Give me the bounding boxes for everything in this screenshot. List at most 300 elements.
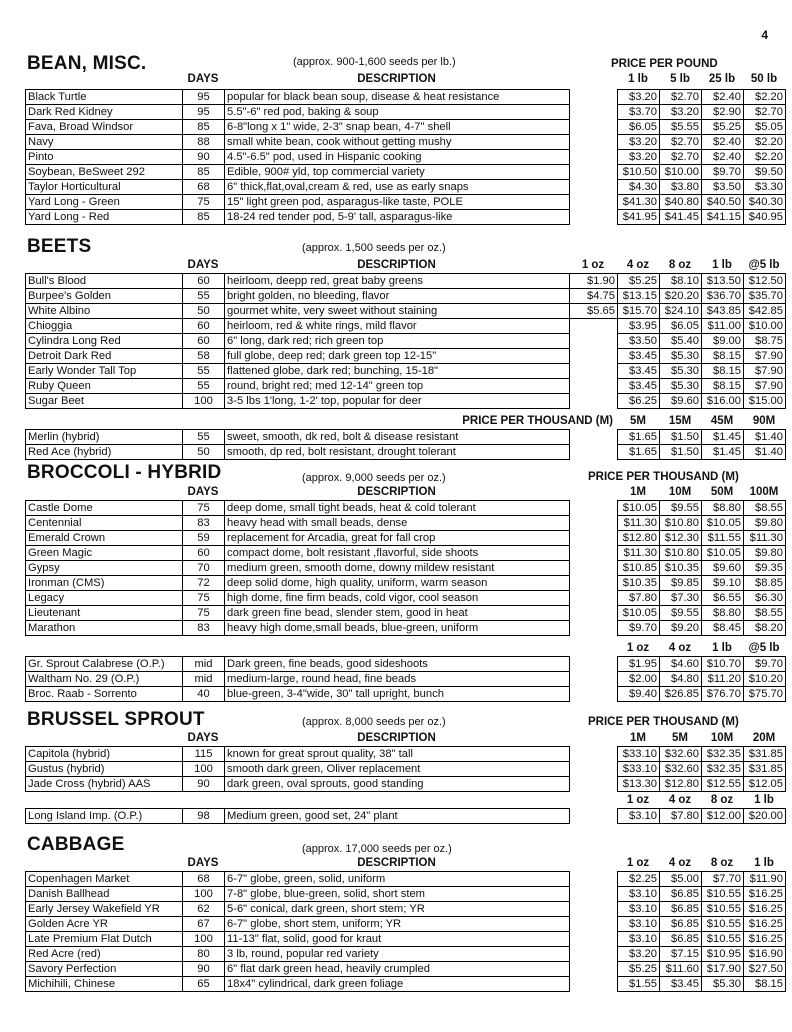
- days-to-maturity: 83: [183, 516, 225, 531]
- empty-cell: [570, 621, 618, 636]
- variety-name: Yard Long - Red: [26, 210, 183, 225]
- price-cell: $16.00: [702, 394, 744, 409]
- variety-description: deep solid dome, high quality, uniform, warm season: [225, 576, 570, 591]
- variety-name: Gr. Sprout Calabrese (O.P.): [26, 657, 183, 672]
- price-1oz: $1.90: [570, 274, 618, 289]
- empty-cell: [570, 210, 618, 225]
- days-to-maturity: mid: [183, 657, 225, 672]
- variety-description: 3-5 lbs 1'long, 1-2' top, popular for deer: [225, 394, 570, 409]
- variety-description: 18x4" cylindrical, dark green foliage: [225, 977, 570, 992]
- variety-description: sweet, smooth, dk red, bolt & disease resistant: [225, 430, 570, 445]
- price-cell: $3.45: [618, 349, 660, 364]
- price-cell: $11.30: [618, 516, 660, 531]
- price-cell: $33.10: [618, 762, 660, 777]
- empty-cell: [570, 687, 618, 702]
- variety-description: smooth dark green, Oliver replacement: [225, 762, 570, 777]
- price-cell: $5.00: [660, 872, 702, 887]
- variety-name: Yard Long - Green: [26, 195, 183, 210]
- variety-name: Ironman (CMS): [26, 576, 183, 591]
- variety-description: flattened globe, dark red; bunching, 15-18": [225, 364, 570, 379]
- price-cell: $5.30: [660, 364, 702, 379]
- empty-cell: [570, 657, 618, 672]
- variety-name: Soybean, BeSweet 292: [26, 165, 183, 180]
- days-header: DAYS: [187, 857, 219, 869]
- table-row: [26, 120, 786, 135]
- days-to-maturity: 85: [183, 120, 225, 135]
- days-to-maturity: 75: [183, 501, 225, 516]
- price-cell: $10.80: [660, 516, 702, 531]
- price-cell: $6.85: [660, 902, 702, 917]
- days-to-maturity: 85: [183, 210, 225, 225]
- price-header: 1 oz: [626, 857, 650, 869]
- empty-cell: [570, 364, 618, 379]
- price-cell: $11.55: [702, 531, 744, 546]
- variety-name: Jade Cross (hybrid) AAS: [26, 777, 183, 792]
- price-cell: $3.10: [618, 917, 660, 932]
- price-cell: $16.25: [744, 932, 786, 947]
- price-cell: $3.10: [618, 932, 660, 947]
- price-cell: $20.00: [744, 809, 786, 824]
- sub-price-title: PRICE PER THOUSAND (M): [462, 415, 613, 427]
- table-row: [26, 195, 786, 210]
- sub-price-header: 1 lb: [712, 642, 732, 654]
- price-table: [25, 89, 786, 225]
- variety-name: Red Ace (hybrid): [26, 445, 183, 460]
- price-cell: $6.85: [660, 932, 702, 947]
- variety-description: 11-13" flat, solid, good for kraut: [225, 932, 570, 947]
- price-cell: $8.85: [744, 576, 786, 591]
- table-row: [26, 762, 786, 777]
- price-unit-title: PRICE PER POUND: [611, 58, 718, 70]
- variety-name: Gypsy: [26, 561, 183, 576]
- days-to-maturity: 75: [183, 606, 225, 621]
- price-cell: $5.30: [660, 349, 702, 364]
- variety-description: Edible, 900# yld, top commercial variety: [225, 165, 570, 180]
- price-cell: $32.35: [702, 762, 744, 777]
- price-cell: $2.20: [744, 135, 786, 150]
- price-cell: $10.35: [618, 576, 660, 591]
- price-cell: $16.25: [744, 917, 786, 932]
- price-cell: $9.20: [660, 621, 702, 636]
- variety-description: high dome, fine firm beads, cold vigor, cool season: [225, 591, 570, 606]
- price-cell: $3.45: [618, 364, 660, 379]
- variety-description: 18-24 red tender pod, 5-9' tall, asparagus-like: [225, 210, 570, 225]
- price-cell: $3.20: [660, 105, 702, 120]
- days-header: DAYS: [187, 259, 219, 271]
- price-cell: $1.55: [618, 977, 660, 992]
- price-cell: $10.55: [702, 932, 744, 947]
- days-to-maturity: 60: [183, 319, 225, 334]
- days-to-maturity: 90: [183, 150, 225, 165]
- price-cell: $7.30: [660, 591, 702, 606]
- table-row: [26, 210, 786, 225]
- variety-description: 6-7" globe, short stem, uniform; YR: [225, 917, 570, 932]
- variety-name: Taylor Horticultural: [26, 180, 183, 195]
- price-cell: $3.50: [702, 180, 744, 195]
- price-cell: $9.60: [660, 394, 702, 409]
- table-row: [26, 105, 786, 120]
- price-header: 50M: [710, 486, 734, 498]
- variety-name: Green Magic: [26, 546, 183, 561]
- variety-name: Copenhagen Market: [26, 872, 183, 887]
- empty-cell: [570, 777, 618, 792]
- price-cell: $9.10: [702, 576, 744, 591]
- price-cell: $8.80: [702, 501, 744, 516]
- price-cell: $8.15: [702, 364, 744, 379]
- variety-description: 6-8"long x 1" wide, 2-3" snap bean, 4-7" shell: [225, 120, 570, 135]
- variety-name: Danish Ballhead: [26, 887, 183, 902]
- price-cell: $7.15: [660, 947, 702, 962]
- empty-cell: [570, 150, 618, 165]
- table-row: [26, 334, 786, 349]
- empty-cell: [570, 394, 618, 409]
- table-row: [26, 349, 786, 364]
- empty-cell: [570, 546, 618, 561]
- empty-cell: [570, 501, 618, 516]
- price-cell: $9.35: [744, 561, 786, 576]
- variety-name: Waltham No. 29 (O.P.): [26, 672, 183, 687]
- empty-cell: [570, 762, 618, 777]
- description-header: DESCRIPTION: [357, 486, 436, 498]
- price-header: 20M: [752, 732, 776, 744]
- price-cell: $11.30: [744, 531, 786, 546]
- price-1oz: $5.65: [570, 304, 618, 319]
- variety-name: Dark Red Kidney: [26, 105, 183, 120]
- price-cell: $10.55: [702, 902, 744, 917]
- table-row: [26, 576, 786, 591]
- variety-name: Merlin (hybrid): [26, 430, 183, 445]
- price-cell: $1.45: [702, 445, 744, 460]
- price-cell: $1.40: [744, 430, 786, 445]
- days-to-maturity: 55: [183, 430, 225, 445]
- days-to-maturity: 100: [183, 762, 225, 777]
- days-to-maturity: 88: [183, 135, 225, 150]
- price-cell: $8.15: [702, 349, 744, 364]
- price-cell: $8.75: [744, 334, 786, 349]
- price-cell: $9.70: [618, 621, 660, 636]
- price-cell: $16.90: [744, 947, 786, 962]
- price-cell: $6.85: [660, 917, 702, 932]
- variety-name: Legacy: [26, 591, 183, 606]
- price-cell: $10.80: [660, 546, 702, 561]
- table-row: [26, 531, 786, 546]
- price-cell: $2.40: [702, 135, 744, 150]
- variety-name: Navy: [26, 135, 183, 150]
- price-cell: $2.20: [744, 150, 786, 165]
- price-cell: $9.00: [702, 334, 744, 349]
- table-row: [26, 621, 786, 636]
- price-cell: $32.35: [702, 747, 744, 762]
- variety-description: 6" flat dark green head, heavily crumpled: [225, 962, 570, 977]
- table-row: [26, 150, 786, 165]
- variety-description: 7-8" globe, blue-green, solid, short stem: [225, 887, 570, 902]
- price-cell: $16.25: [744, 902, 786, 917]
- price-cell: $3.95: [618, 319, 660, 334]
- price-header: 4 oz: [626, 259, 650, 271]
- variety-name: Golden Acre YR: [26, 917, 183, 932]
- table-row: [26, 319, 786, 334]
- days-to-maturity: 70: [183, 561, 225, 576]
- price-cell: $17.90: [702, 962, 744, 977]
- price-cell: $3.45: [618, 379, 660, 394]
- price-cell: $12.80: [660, 777, 702, 792]
- empty-cell: [570, 606, 618, 621]
- table-row: [26, 887, 786, 902]
- price-table: [25, 808, 786, 824]
- table-row: [26, 657, 786, 672]
- empty-cell: [570, 531, 618, 546]
- empty-cell: [570, 917, 618, 932]
- variety-name: Ruby Queen: [26, 379, 183, 394]
- price-cell: $12.80: [618, 531, 660, 546]
- price-cell: $42.85: [744, 304, 786, 319]
- price-cell: $9.70: [702, 165, 744, 180]
- table-row: [26, 379, 786, 394]
- price-cell: $10.20: [744, 672, 786, 687]
- variety-description: small white bean, cook without getting mushy: [225, 135, 570, 150]
- description-header: DESCRIPTION: [357, 259, 436, 271]
- days-to-maturity: 80: [183, 947, 225, 962]
- sub-price-header: 5M: [630, 415, 646, 427]
- price-cell: $2.70: [744, 105, 786, 120]
- price-cell: $12.30: [660, 531, 702, 546]
- price-header: 10M: [710, 732, 734, 744]
- price-cell: $3.10: [618, 902, 660, 917]
- table-row: [26, 516, 786, 531]
- days-to-maturity: 95: [183, 90, 225, 105]
- price-header: 1M: [630, 732, 646, 744]
- variety-name: Fava, Broad Windsor: [26, 120, 183, 135]
- price-cell: $8.10: [660, 274, 702, 289]
- price-header: 8 oz: [668, 259, 692, 271]
- empty-cell: [570, 747, 618, 762]
- price-cell: $6.85: [660, 887, 702, 902]
- price-cell: $10.05: [702, 516, 744, 531]
- variety-description: 4.5"-6.5" pod, used in Hispanic cooking: [225, 150, 570, 165]
- price-cell: $43.85: [702, 304, 744, 319]
- price-cell: $10.50: [618, 165, 660, 180]
- variety-description: compact dome, bolt resistant ,flavorful, side shoots: [225, 546, 570, 561]
- price-cell: $9.55: [660, 501, 702, 516]
- price-table: [25, 871, 786, 992]
- variety-name: Lieutenant: [26, 606, 183, 621]
- empty-cell: [570, 445, 618, 460]
- price-cell: $24.10: [660, 304, 702, 319]
- price-cell: $8.80: [702, 606, 744, 621]
- table-row: [26, 809, 786, 824]
- table-row: [26, 777, 786, 792]
- table-row: [26, 289, 786, 304]
- days-to-maturity: 90: [183, 777, 225, 792]
- days-to-maturity: 95: [183, 105, 225, 120]
- variety-description: 5-6" conical, dark green, short stem; YR: [225, 902, 570, 917]
- price-cell: $10.55: [702, 887, 744, 902]
- variety-name: Bull's Blood: [26, 274, 183, 289]
- price-cell: $10.85: [618, 561, 660, 576]
- variety-description: smooth, dp red, bolt resistant, drought tolerant: [225, 445, 570, 460]
- price-header: 1 lb: [628, 73, 648, 85]
- price-cell: $9.80: [744, 546, 786, 561]
- price-cell: $8.45: [702, 621, 744, 636]
- days-to-maturity: 55: [183, 289, 225, 304]
- empty-cell: [570, 887, 618, 902]
- price-cell: $36.70: [702, 289, 744, 304]
- price-cell: $9.55: [660, 606, 702, 621]
- variety-description: 5.5"-6" red pod, baking & soup: [225, 105, 570, 120]
- variety-description: popular for black bean soup, disease & heat resistance: [225, 90, 570, 105]
- variety-name: Gustus (hybrid): [26, 762, 183, 777]
- empty-cell: [570, 195, 618, 210]
- days-to-maturity: mid: [183, 672, 225, 687]
- days-to-maturity: 60: [183, 274, 225, 289]
- price-cell: $9.80: [744, 516, 786, 531]
- days-to-maturity: 60: [183, 546, 225, 561]
- price-cell: $41.15: [702, 210, 744, 225]
- price-cell: $32.60: [660, 762, 702, 777]
- table-row: [26, 932, 786, 947]
- empty-cell: [570, 962, 618, 977]
- price-cell: $40.50: [702, 195, 744, 210]
- variety-description: gourmet white, very sweet without staining: [225, 304, 570, 319]
- days-header: DAYS: [187, 73, 219, 85]
- price-header: 5 lb: [670, 73, 690, 85]
- section-title: BRUSSEL SPROUT: [27, 709, 205, 730]
- variety-name: Castle Dome: [26, 501, 183, 516]
- price-cell: $26.85: [660, 687, 702, 702]
- table-row: [26, 445, 786, 460]
- empty-cell: [570, 430, 618, 445]
- price-cell: $35.70: [744, 289, 786, 304]
- price-cell: $5.30: [660, 379, 702, 394]
- price-cell: $10.05: [702, 546, 744, 561]
- variety-name: Chioggia: [26, 319, 183, 334]
- days-to-maturity: 60: [183, 334, 225, 349]
- price-header: 8 oz: [710, 857, 734, 869]
- page-number: 4: [761, 28, 768, 42]
- price-header: 4 oz: [668, 857, 692, 869]
- price-cell: $16.25: [744, 887, 786, 902]
- price-cell: $7.80: [618, 591, 660, 606]
- table-row: [26, 687, 786, 702]
- variety-name: Detroit Dark Red: [26, 349, 183, 364]
- price-cell: $20.20: [660, 289, 702, 304]
- table-row: [26, 872, 786, 887]
- days-to-maturity: 55: [183, 364, 225, 379]
- price-cell: $1.50: [660, 430, 702, 445]
- days-to-maturity: 50: [183, 445, 225, 460]
- variety-name: Early Wonder Tall Top: [26, 364, 183, 379]
- table-row: [26, 135, 786, 150]
- price-cell: $1.40: [744, 445, 786, 460]
- price-cell: $7.90: [744, 349, 786, 364]
- price-cell: $10.05: [618, 606, 660, 621]
- price-header: 1 lb: [754, 857, 774, 869]
- price-cell: $6.55: [702, 591, 744, 606]
- empty-cell: [570, 947, 618, 962]
- price-table: [25, 273, 786, 409]
- table-row: [26, 180, 786, 195]
- table-row: [26, 304, 786, 319]
- price-cell: $8.55: [744, 501, 786, 516]
- price-header: 10M: [668, 486, 692, 498]
- variety-description: heavy head with small beads, dense: [225, 516, 570, 531]
- days-to-maturity: 90: [183, 962, 225, 977]
- price-unit-title: PRICE PER THOUSAND (M): [588, 716, 739, 728]
- price-cell: $3.80: [660, 180, 702, 195]
- section-title: BROCCOLI - HYBRID: [27, 462, 222, 483]
- seed-count-note: (approx. 17,000 seeds per oz.): [302, 843, 452, 855]
- price-cell: $8.15: [744, 977, 786, 992]
- price-cell: $2.00: [618, 672, 660, 687]
- price-cell: $9.60: [702, 561, 744, 576]
- table-row: [26, 962, 786, 977]
- empty-cell: [570, 180, 618, 195]
- price-cell: $1.45: [702, 430, 744, 445]
- price-cell: $10.05: [618, 501, 660, 516]
- empty-cell: [570, 672, 618, 687]
- seed-count-note: (approx. 1,500 seeds per oz.): [302, 242, 446, 254]
- price-table: [25, 746, 786, 792]
- variety-description: Medium green, good set, 24" plant: [225, 809, 570, 824]
- price-header: @5 lb: [748, 259, 780, 271]
- price-cell: $7.90: [744, 379, 786, 394]
- empty-cell: [570, 872, 618, 887]
- days-to-maturity: 40: [183, 687, 225, 702]
- sub-price-header: 1 oz: [626, 794, 650, 806]
- price-cell: $7.80: [660, 809, 702, 824]
- price-cell: $27.50: [744, 962, 786, 977]
- section-title: CABBAGE: [27, 834, 125, 855]
- days-to-maturity: 68: [183, 872, 225, 887]
- days-to-maturity: 50: [183, 304, 225, 319]
- days-header: DAYS: [187, 486, 219, 498]
- price-cell: $1.95: [618, 657, 660, 672]
- price-unit-title: PRICE PER THOUSAND (M): [588, 471, 739, 483]
- price-cell: $9.70: [744, 657, 786, 672]
- price-cell: $3.10: [618, 887, 660, 902]
- price-cell: $12.50: [744, 274, 786, 289]
- price-cell: $40.95: [744, 210, 786, 225]
- price-cell: $9.40: [618, 687, 660, 702]
- variety-description: 6" thick,flat,oval,cream & red, use as early snaps: [225, 180, 570, 195]
- price-cell: $32.60: [660, 747, 702, 762]
- price-header: 100M: [749, 486, 779, 498]
- price-cell: $11.20: [702, 672, 744, 687]
- table-row: [26, 501, 786, 516]
- price-table: [25, 429, 786, 460]
- price-cell: $2.25: [618, 872, 660, 887]
- sub-price-header: 1 lb: [754, 794, 774, 806]
- variety-name: Centennial: [26, 516, 183, 531]
- variety-name: Savory Perfection: [26, 962, 183, 977]
- empty-cell: [570, 902, 618, 917]
- variety-name: Black Turtle: [26, 90, 183, 105]
- price-header: 1 lb: [712, 259, 732, 271]
- empty-cell: [570, 591, 618, 606]
- price-cell: $2.40: [702, 150, 744, 165]
- price-cell: $31.85: [744, 762, 786, 777]
- price-cell: $9.85: [660, 576, 702, 591]
- variety-description: blue-green, 3-4"wide, 30" tall upright, bunch: [225, 687, 570, 702]
- variety-name: Marathon: [26, 621, 183, 636]
- table-row: [26, 274, 786, 289]
- price-cell: $3.10: [618, 809, 660, 824]
- empty-cell: [570, 165, 618, 180]
- price-cell: $4.60: [660, 657, 702, 672]
- variety-description: deep dome, small tight beads, heat & cold tolerant: [225, 501, 570, 516]
- variety-description: dark green, oval sprouts, good standing: [225, 777, 570, 792]
- price-cell: $4.30: [618, 180, 660, 195]
